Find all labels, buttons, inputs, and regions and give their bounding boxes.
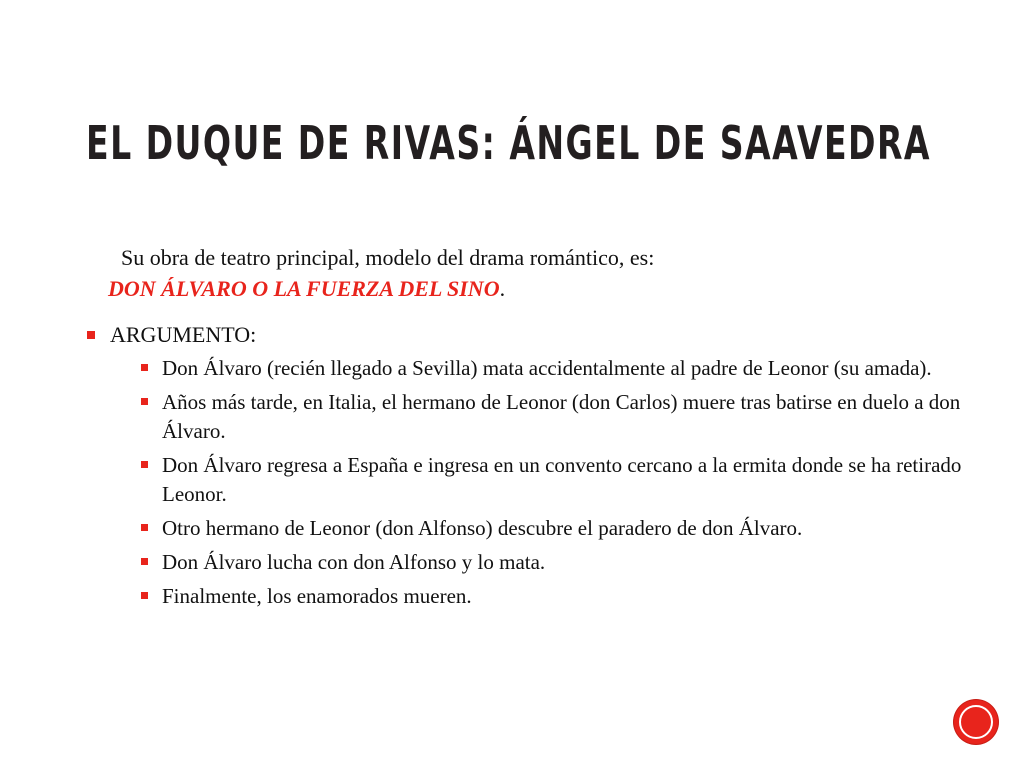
slide-title: EL DUQUE DE RIVAS: ÁNGEL DE SAAVEDRA [86, 116, 932, 170]
plot-point-text: Don Álvaro regresa a España e ingresa en un convento cercano a la ermita donde se ha retirado Leonor. [162, 453, 962, 506]
list-item [134, 514, 982, 543]
plot-point-text: Años más tarde, en Italia, el hermano de Leonor (don Carlos) muere tras batirse en duelo a don Álvaro. [162, 390, 961, 443]
list-item [134, 582, 982, 611]
list-item [134, 451, 982, 509]
argument-section [86, 320, 962, 611]
plot-point-text: Finalmente, los enamorados mueren. [162, 584, 472, 608]
circle-logo-icon [954, 700, 998, 744]
list-item [134, 354, 982, 383]
intro-paragraph [108, 242, 948, 304]
square-bullet-icon [87, 331, 95, 339]
plot-point-text: Otro hermano de Leonor (don Alfonso) descubre el paradero de don Álvaro. [162, 516, 803, 540]
plot-point-text: Don Álvaro (recién llegado a Sevilla) mata accidentalmente al padre de Leonor (su amada). [162, 356, 932, 380]
plot-points [110, 354, 962, 611]
work-title: DON ÁLVARO O LA FUERZA DEL SINO [108, 276, 500, 301]
square-bullet-icon [141, 524, 148, 531]
list-item [134, 388, 982, 446]
intro-suffix: . [499, 276, 506, 301]
square-bullet-icon [141, 558, 148, 565]
square-bullet-icon [141, 461, 148, 468]
section-label: ARGUMENTO: [110, 322, 257, 347]
square-bullet-icon [141, 592, 148, 599]
intro-text: Su obra de teatro principal, modelo del drama romántico, es: [121, 245, 655, 270]
square-bullet-icon [141, 364, 148, 371]
plot-point-text: Don Álvaro lucha con don Alfonso y lo mata. [162, 550, 546, 574]
square-bullet-icon [141, 398, 148, 405]
argument-list [86, 320, 962, 616]
list-item [134, 548, 982, 577]
